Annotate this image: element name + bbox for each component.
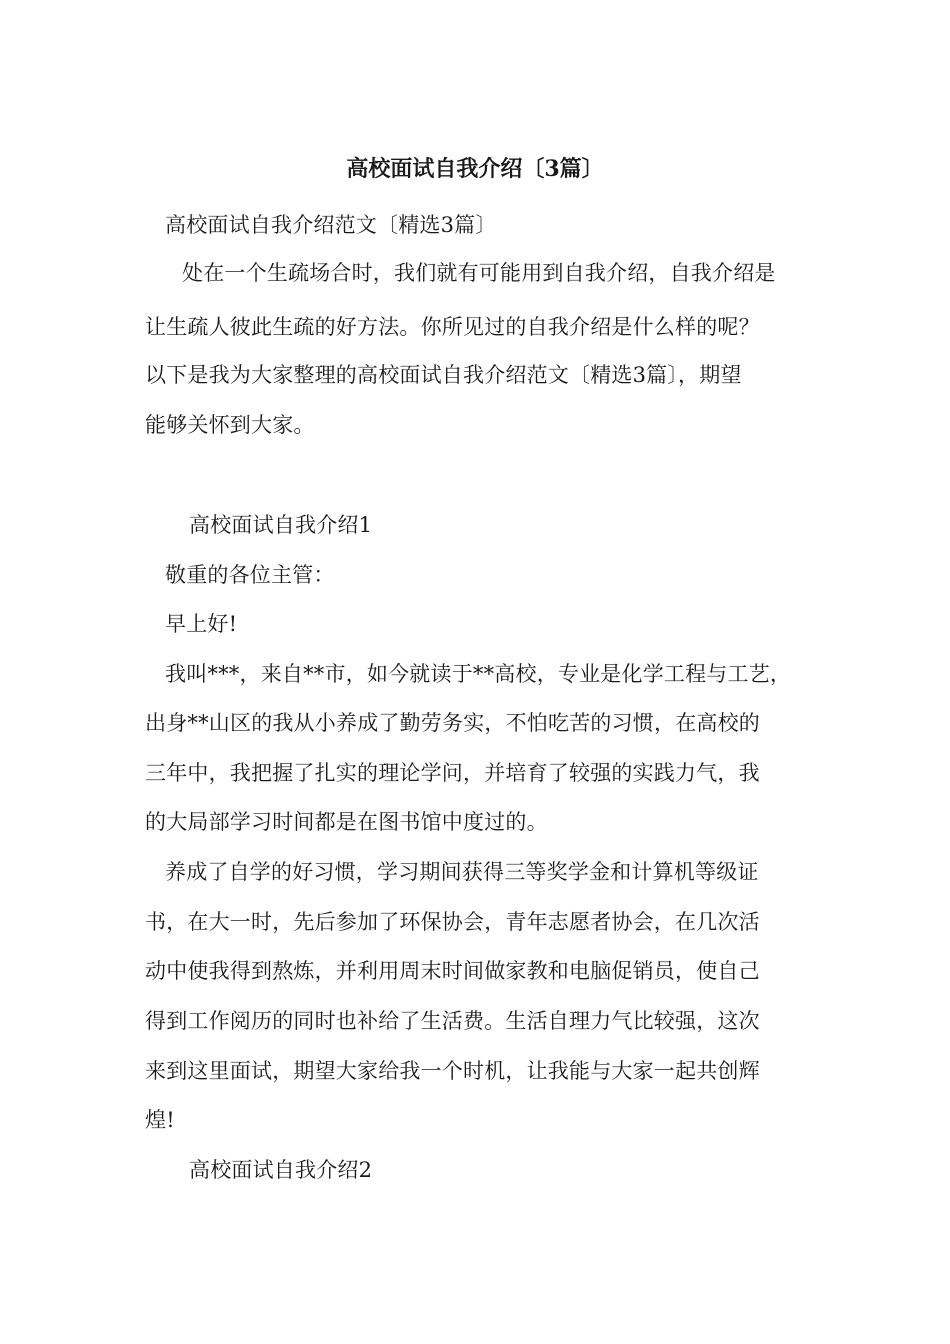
intro-line: 让生疏人彼此生疏的好方法。你所见过的自我介绍是什么样的呢？: [145, 315, 760, 339]
paragraph-line: 三年中，我把握了扎实的理论学问，并培育了较强的实践力气，我: [145, 761, 760, 785]
paragraph-line: 来到这里面试，期望大家给我一个时机，让我能与大家一起共创辉: [145, 1059, 760, 1083]
paragraph-line: 煌!: [145, 1108, 175, 1132]
greeting: 早上好!: [165, 612, 238, 636]
paragraph-line: 书，在大一时，先后参加了环保协会，青年志愿者协会，在几次活: [145, 910, 760, 934]
paragraph-line: 得到工作阅历的同时也补给了生活费。生活自理力气比较强，这次: [145, 1009, 760, 1033]
document-title: 高校面试自我介绍〔3篇〕: [346, 156, 604, 182]
paragraph-line: 出身**山区的我从小养成了勤劳务实，不怕吃苦的习惯，在高校的: [145, 711, 760, 735]
document-subtitle: 高校面试自我介绍范文〔精选3篇〕: [165, 213, 497, 237]
paragraph-line: 动中使我得到熬炼，并利用周末时间做家教和电脑促销员，使自己: [145, 959, 760, 983]
section-heading: 高校面试自我介绍2: [189, 1158, 373, 1182]
paragraph-line: 的大局部学习时间都是在图书馆中度过的。: [145, 810, 548, 834]
intro-line: 以下是我为大家整理的高校面试自我介绍范文〔精选3篇〕，期望: [145, 363, 742, 387]
intro-line: 能够关怀到大家。: [145, 413, 315, 437]
intro-line: 处在一个生疏场合时，我们就有可能用到自我介绍，自我介绍是: [182, 261, 776, 285]
paragraph-line: 我叫***，来自**市，如今就读于**高校，专业是化学工程与工艺，: [165, 662, 792, 686]
paragraph-line: 养成了自学的好习惯，学习期间获得三等奖学金和计算机等级证: [165, 860, 759, 884]
section-heading: 高校面试自我介绍1: [189, 513, 373, 537]
salutation: 敬重的各位主管：: [165, 563, 335, 587]
